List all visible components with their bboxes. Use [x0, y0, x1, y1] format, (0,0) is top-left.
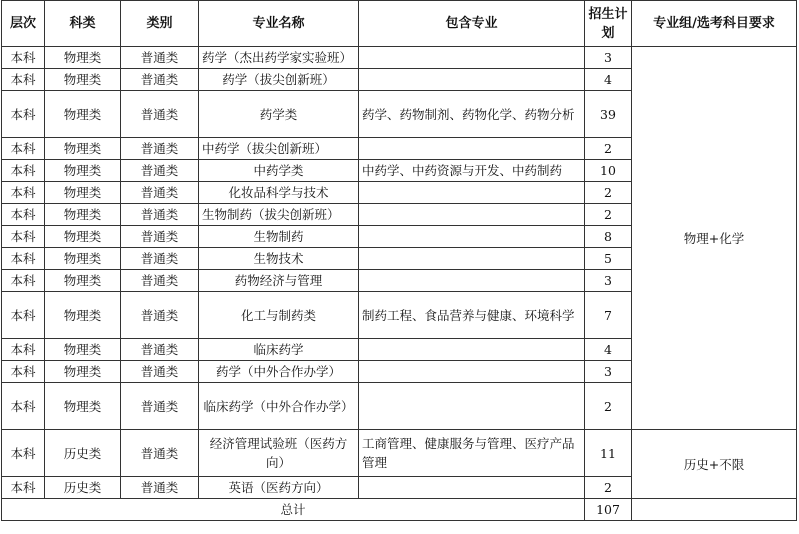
cell-level: 本科: [2, 292, 45, 339]
header-quota: 招生计划: [585, 1, 632, 47]
cell-subject-type: 物理类: [45, 91, 121, 138]
cell-category: 普通类: [121, 292, 199, 339]
total-quota: 107: [585, 499, 632, 521]
cell-includes: [359, 204, 585, 226]
cell-includes: [359, 138, 585, 160]
cell-subject-type: 物理类: [45, 182, 121, 204]
total-row: [2, 499, 797, 521]
cell-level: 本科: [2, 69, 45, 91]
cell-category: 普通类: [121, 383, 199, 430]
cell-major: 经济管理试验班（医药方向）: [199, 430, 359, 477]
cell-level: 本科: [2, 270, 45, 292]
cell-major: 生物技术: [199, 248, 359, 270]
cell-quota: 3: [585, 47, 632, 69]
cell-subject-type: 物理类: [45, 47, 121, 69]
cell-major: 药学（杰出药学家实验班）: [199, 47, 359, 69]
cell-quota: 11: [585, 430, 632, 477]
cell-level: 本科: [2, 138, 45, 160]
cell-major: 生物制药: [199, 226, 359, 248]
cell-includes: [359, 226, 585, 248]
header-row: [2, 1, 797, 47]
cell-subject-type: 物理类: [45, 383, 121, 430]
cell-level: 本科: [2, 339, 45, 361]
cell-includes: 工商管理、健康服务与管理、医疗产品管理: [359, 430, 585, 477]
cell-subject-type: 物理类: [45, 292, 121, 339]
cell-includes: [359, 339, 585, 361]
cell-category: 普通类: [121, 204, 199, 226]
cell-quota: 39: [585, 91, 632, 138]
header-requirement: 专业组/选考科目要求: [632, 1, 797, 47]
cell-level: 本科: [2, 477, 45, 499]
cell-major: 药学（拔尖创新班）: [199, 69, 359, 91]
cell-category: 普通类: [121, 69, 199, 91]
total-label: 总计: [2, 499, 585, 521]
cell-quota: 7: [585, 292, 632, 339]
cell-major: 化工与制药类: [199, 292, 359, 339]
cell-quota: 3: [585, 270, 632, 292]
cell-includes: [359, 69, 585, 91]
cell-includes: [359, 270, 585, 292]
cell-quota: 8: [585, 226, 632, 248]
cell-level: 本科: [2, 248, 45, 270]
header-major: 专业名称: [199, 1, 359, 47]
cell-includes: [359, 248, 585, 270]
cell-major: 中药学（拔尖创新班）: [199, 138, 359, 160]
cell-subject-type: 物理类: [45, 248, 121, 270]
cell-major: 英语（医药方向）: [199, 477, 359, 499]
cell-quota: 2: [585, 182, 632, 204]
cell-subject-type: 物理类: [45, 361, 121, 383]
cell-includes: 制药工程、食品营养与健康、环境科学: [359, 292, 585, 339]
cell-category: 普通类: [121, 270, 199, 292]
cell-category: 普通类: [121, 248, 199, 270]
cell-level: 本科: [2, 361, 45, 383]
cell-category: 普通类: [121, 47, 199, 69]
cell-major: 药物经济与管理: [199, 270, 359, 292]
cell-requirement-history: 历史+不限: [632, 430, 797, 499]
table-row: [2, 430, 797, 477]
cell-subject-type: 历史类: [45, 477, 121, 499]
cell-category: 普通类: [121, 91, 199, 138]
cell-subject-type: 物理类: [45, 270, 121, 292]
cell-level: 本科: [2, 383, 45, 430]
cell-includes: [359, 182, 585, 204]
cell-subject-type: 物理类: [45, 160, 121, 182]
cell-subject-type: 物理类: [45, 138, 121, 160]
cell-major: 生物制药（拔尖创新班）: [199, 204, 359, 226]
table-row: [2, 47, 797, 69]
cell-quota: 2: [585, 204, 632, 226]
cell-quota: 10: [585, 160, 632, 182]
cell-category: 普通类: [121, 160, 199, 182]
cell-includes: 中药学、中药资源与开发、中药制药: [359, 160, 585, 182]
cell-subject-type: 历史类: [45, 430, 121, 477]
cell-category: 普通类: [121, 339, 199, 361]
cell-category: 普通类: [121, 361, 199, 383]
cell-level: 本科: [2, 204, 45, 226]
header-level: 层次: [2, 1, 45, 47]
cell-major: 药学（中外合作办学）: [199, 361, 359, 383]
cell-major: 药学类: [199, 91, 359, 138]
cell-quota: 3: [585, 361, 632, 383]
cell-includes: [359, 477, 585, 499]
admission-plan-table: [1, 0, 797, 521]
cell-category: 普通类: [121, 182, 199, 204]
cell-level: 本科: [2, 182, 45, 204]
cell-subject-type: 物理类: [45, 339, 121, 361]
cell-subject-type: 物理类: [45, 204, 121, 226]
header-category: 类别: [121, 1, 199, 47]
cell-includes: 药学、药物制剂、药物化学、药物分析: [359, 91, 585, 138]
cell-quota: 4: [585, 339, 632, 361]
header-subject-type: 科类: [45, 1, 121, 47]
cell-level: 本科: [2, 226, 45, 248]
cell-includes: [359, 383, 585, 430]
cell-level: 本科: [2, 160, 45, 182]
cell-category: 普通类: [121, 430, 199, 477]
cell-level: 本科: [2, 91, 45, 138]
cell-major: 中药学类: [199, 160, 359, 182]
cell-includes: [359, 47, 585, 69]
cell-category: 普通类: [121, 138, 199, 160]
cell-requirement-physics: 物理+化学: [632, 47, 797, 430]
cell-major: 临床药学（中外合作办学）: [199, 383, 359, 430]
cell-quota: 2: [585, 383, 632, 430]
total-requirement-empty: [632, 499, 797, 521]
cell-quota: 2: [585, 477, 632, 499]
header-includes: 包含专业: [359, 1, 585, 47]
cell-level: 本科: [2, 47, 45, 69]
cell-quota: 4: [585, 69, 632, 91]
cell-includes: [359, 361, 585, 383]
cell-level: 本科: [2, 430, 45, 477]
cell-quota: 5: [585, 248, 632, 270]
cell-major: 临床药学: [199, 339, 359, 361]
cell-quota: 2: [585, 138, 632, 160]
cell-subject-type: 物理类: [45, 69, 121, 91]
cell-category: 普通类: [121, 477, 199, 499]
cell-category: 普通类: [121, 226, 199, 248]
cell-major: 化妆品科学与技术: [199, 182, 359, 204]
cell-subject-type: 物理类: [45, 226, 121, 248]
